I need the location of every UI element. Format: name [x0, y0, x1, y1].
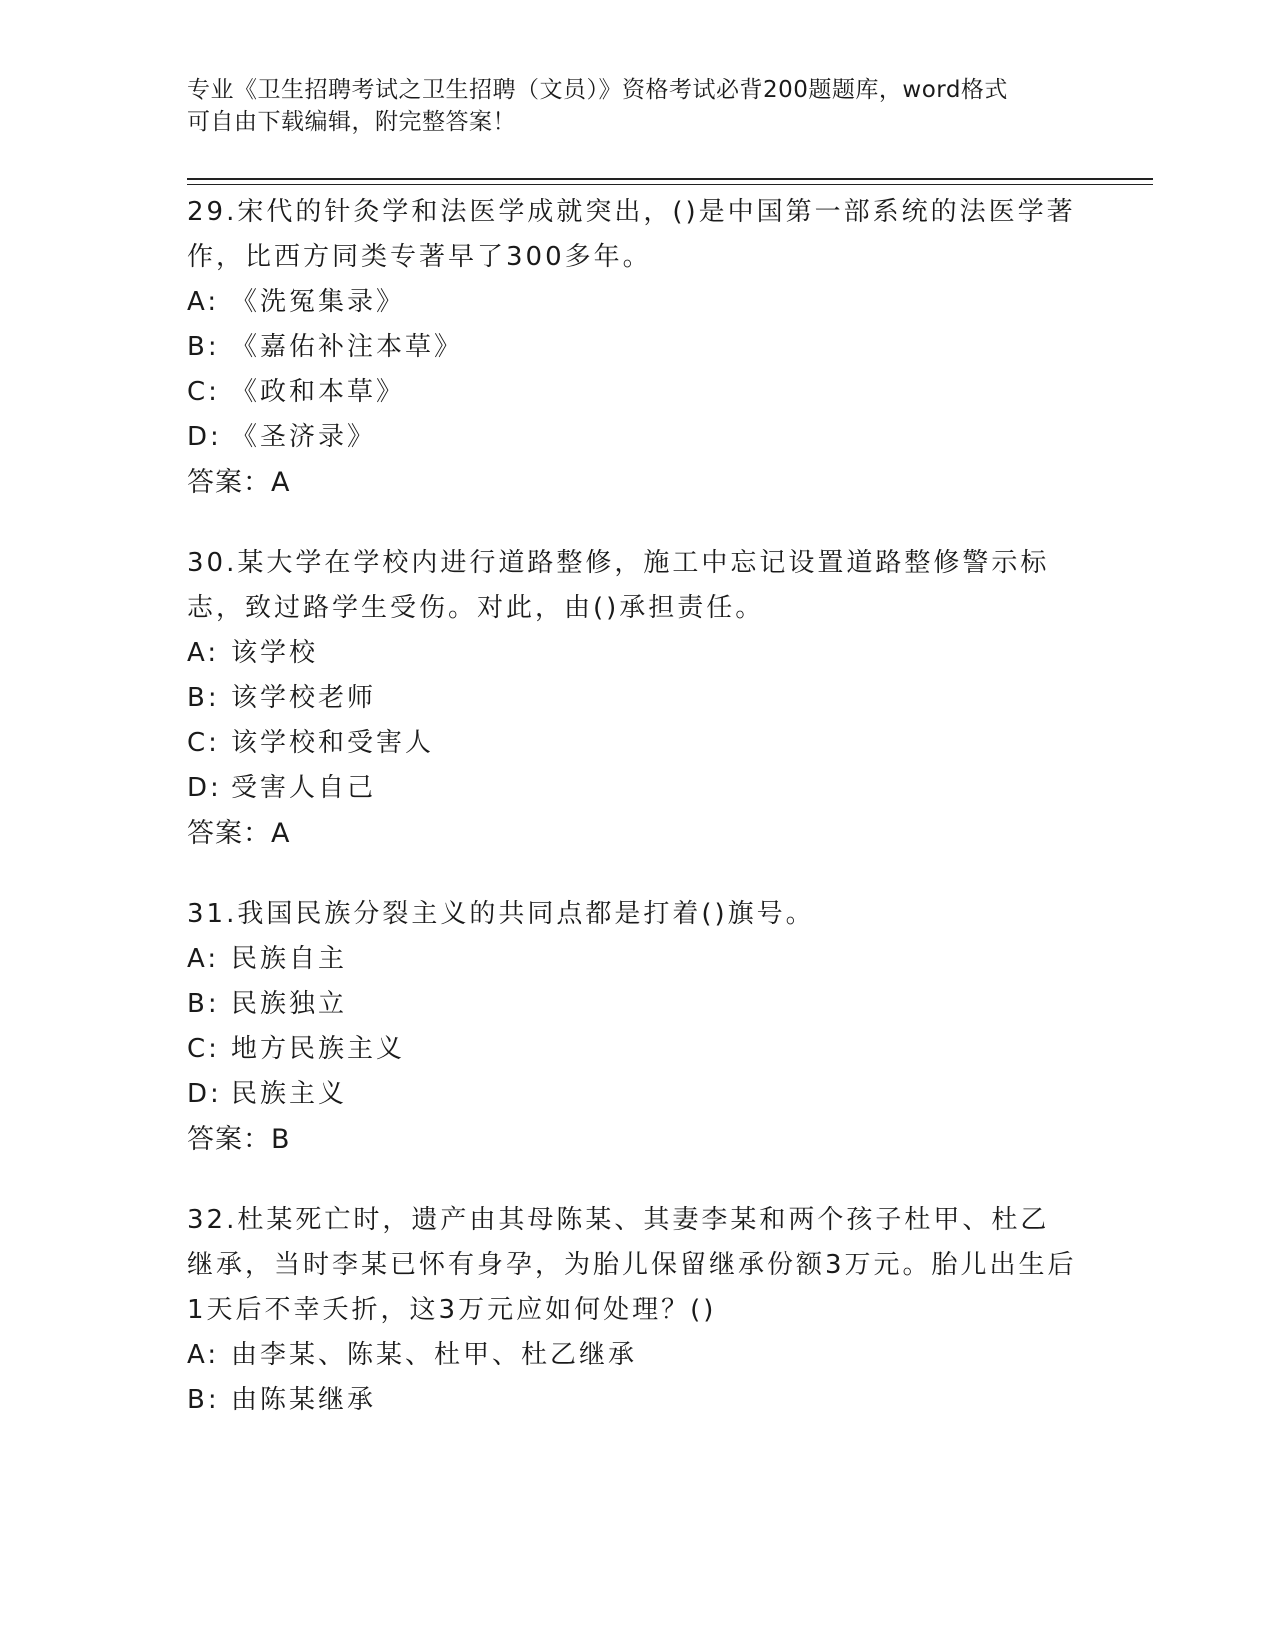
- option-text: 《嘉佑补注本草》: [231, 332, 464, 362]
- option-letter: A:: [187, 638, 220, 668]
- answer-line: 答案：A: [187, 818, 291, 849]
- option-letter: A:: [187, 287, 220, 317]
- question-list: [187, 190, 1077, 1459]
- option-letter: D:: [187, 773, 222, 803]
- option-a: [187, 1333, 1077, 1378]
- option-a: [187, 937, 1077, 982]
- option-text: 地方民族主义: [231, 1034, 406, 1064]
- option-text: 该学校老师: [231, 683, 377, 713]
- option-b: [187, 325, 1077, 370]
- option-letter: D:: [187, 1079, 222, 1109]
- option-text: 民族自主: [231, 944, 348, 974]
- option-c: [187, 721, 1077, 766]
- option-b: [187, 1378, 1077, 1423]
- answer-line: 答案：B: [187, 1124, 291, 1155]
- option-text: 《圣济录》: [231, 422, 377, 452]
- answer-line: 答案：A: [187, 467, 291, 498]
- option-a: [187, 280, 1077, 325]
- option-a: [187, 631, 1077, 676]
- option-c: [187, 1027, 1077, 1072]
- document-header: [187, 74, 1067, 138]
- question-stem: 31.我国民族分裂主义的共同点都是打着()旗号。: [187, 899, 815, 929]
- option-text: 《政和本草》: [231, 377, 406, 407]
- question-29: [187, 190, 1077, 505]
- option-letter: B:: [187, 1385, 220, 1415]
- question-stem: 32.杜某死亡时，遗产由其母陈某、其妻李某和两个孩子杜甲、杜乙继承，当时李某已怀有身孕，为胎儿保留继承份额3万元。胎儿出生后1天后不幸夭折，这3万元应如何处理？(): [187, 1205, 1077, 1325]
- option-text: 受害人自己: [231, 773, 377, 803]
- header-line-1: 专业《卫生招聘考试之卫生招聘（文员）》资格考试必背200题题库，word格式: [187, 77, 1008, 103]
- option-text: 该学校和受害人: [231, 728, 435, 758]
- option-c: [187, 370, 1077, 415]
- question-stem: 29.宋代的针灸学和法医学成就突出，()是中国第一部系统的法医学著作，比西方同类专著早了300多年。: [187, 197, 1076, 272]
- header-divider-thin: [187, 184, 1153, 185]
- header-divider-thick: [187, 178, 1153, 180]
- option-text: 民族主义: [231, 1079, 348, 1109]
- option-letter: B:: [187, 332, 220, 362]
- option-letter: C:: [187, 1034, 220, 1064]
- option-b: [187, 982, 1077, 1027]
- question-32: [187, 1198, 1077, 1423]
- option-letter: A:: [187, 944, 220, 974]
- option-d: [187, 1072, 1077, 1117]
- option-text: 由李某、陈某、杜甲、杜乙继承: [231, 1340, 638, 1370]
- question-30: [187, 541, 1077, 856]
- option-text: 民族独立: [231, 989, 348, 1019]
- option-text: 《洗冤集录》: [231, 287, 406, 317]
- option-letter: C:: [187, 377, 220, 407]
- option-b: [187, 676, 1077, 721]
- option-letter: C:: [187, 728, 220, 758]
- option-letter: B:: [187, 989, 220, 1019]
- option-d: [187, 766, 1077, 811]
- option-text: 该学校: [231, 638, 319, 668]
- option-d: [187, 415, 1077, 460]
- option-letter: A:: [187, 1340, 220, 1370]
- option-text: 由陈某继承: [231, 1385, 377, 1415]
- header-line-2: 可自由下载编辑，附完整答案！: [187, 109, 516, 135]
- question-31: [187, 892, 1077, 1162]
- question-stem: 30.某大学在学校内进行道路整修，施工中忘记设置道路整修警示标志，致过路学生受伤。对此，由()承担责任。: [187, 548, 1050, 623]
- option-letter: B:: [187, 683, 220, 713]
- option-letter: D:: [187, 422, 222, 452]
